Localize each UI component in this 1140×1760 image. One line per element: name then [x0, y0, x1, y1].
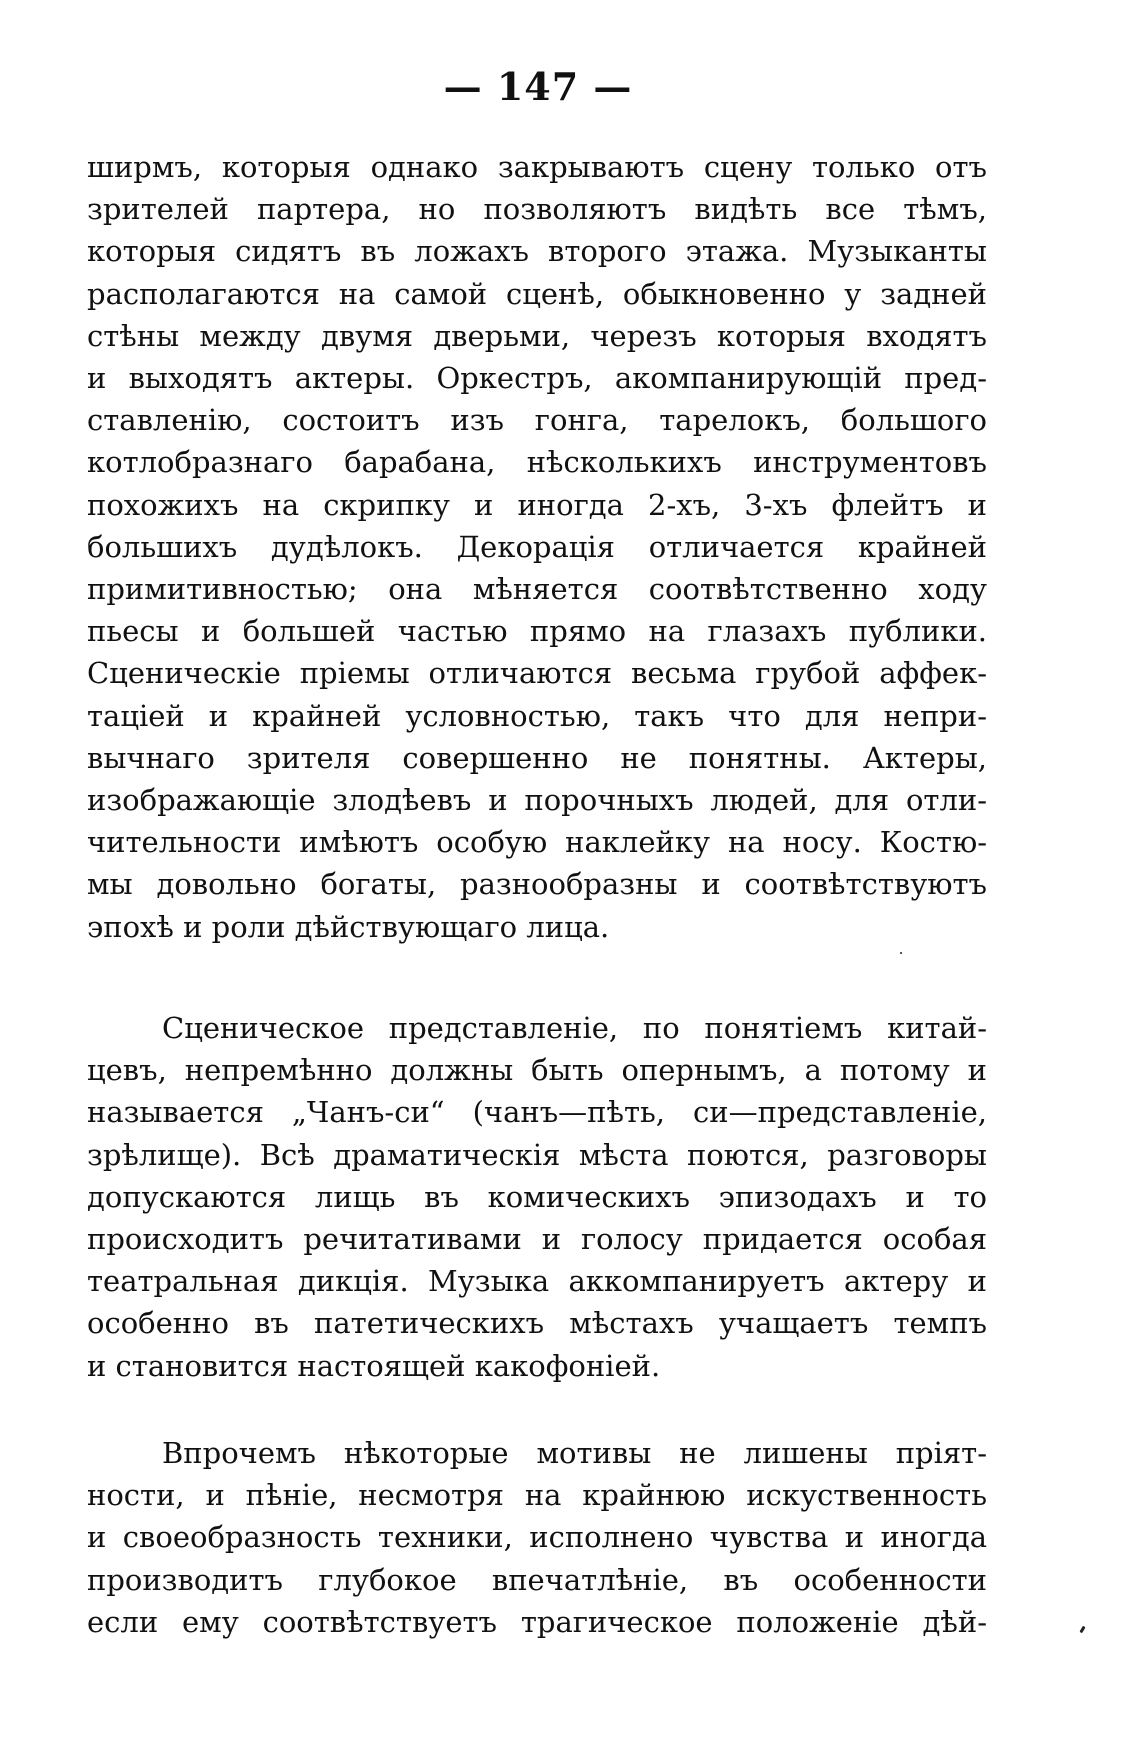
text-line: большихъ дудѣлокъ. Декорація отличается крайней	[87, 529, 987, 564]
paragraph-1	[87, 146, 987, 948]
text-line: изображающіе злодѣевъ и порочныхъ людей, для отли-	[87, 783, 987, 818]
text-line: допускаются лищь въ комическихъ эпизодахъ и то	[87, 1179, 987, 1214]
text-line: Впрочемъ нѣкоторые мотивы не лишены пріят-	[162, 1436, 987, 1470]
text-line: ставленію, состоитъ изъ гонга, тарелокъ, большого	[87, 403, 987, 438]
text-line: зрѣлище). Всѣ драматическія мѣста поются, разговоры	[87, 1137, 987, 1172]
paragraph-2	[87, 1007, 987, 1387]
text-line: цевъ, непремѣнно должны быть опернымъ, а потому и	[87, 1053, 987, 1088]
text-line: если ему соотвѣтствуетъ трагическое положеніе дѣй-	[87, 1604, 987, 1639]
text-line: называется „Чанъ-си“ (чанъ—пѣть, си—представленіе,	[87, 1095, 987, 1130]
text-line: театральная дикція. Музыка аккомпанируетъ актеру и	[87, 1264, 987, 1299]
paragraph-3	[87, 1432, 987, 1643]
text-line: располагаются на самой сценѣ, обыкновенно у задней	[87, 276, 987, 311]
text-line: зрителей партера, но позволяютъ видѣть все тѣмъ,	[87, 192, 987, 227]
text-line: Сценическіе пріемы отличаются весьма грубой аффек-	[87, 656, 987, 691]
text-line: чительности имѣютъ особую наклейку на носу. Костю-	[87, 825, 987, 860]
text-line: котлобразнаго барабана, нѣсколькихъ инструментовъ	[87, 445, 987, 480]
text-line: мы довольно богаты, разнообразны и соотвѣтствуютъ	[87, 867, 987, 902]
page-number: — 147 —	[443, 64, 633, 109]
text-line: особенно въ патетическихъ мѣстахъ учащаетъ темпъ	[87, 1306, 987, 1341]
ink-speck	[1079, 1626, 1085, 1634]
text-line: стѣны между двумя дверьми, черезъ которыя входятъ	[87, 318, 987, 353]
text-line: происходитъ речитативами и голосу придается особая	[87, 1222, 987, 1257]
text-line: и становится настоящей какофоніей.	[87, 1348, 661, 1383]
text-line: производитъ глубокое впечатлѣніе, въ особенности	[87, 1562, 987, 1597]
text-line: Сценическое представленіе, по понятіемъ китай-	[162, 1011, 987, 1045]
ink-speck	[900, 952, 902, 954]
text-line: ности, и пѣніе, несмотря на крайнюю искуственность	[87, 1478, 987, 1513]
text-line: примитивностью; она мѣняется соотвѣтственно ходу	[87, 572, 987, 607]
text-line: похожихъ на скрипку и иногда 2-хъ, 3-хъ флейтъ и	[87, 487, 987, 522]
text-line: и выходятъ актеры. Оркестръ, акомпанирующій пред-	[87, 361, 987, 396]
text-line: которыя сидятъ въ ложахъ второго этажа. Музыканты	[87, 234, 987, 269]
text-line: эпохѣ и роли дѣйствующаго лица.	[87, 909, 610, 944]
text-line: ширмъ, которыя однако закрываютъ сцену только отъ	[87, 150, 987, 184]
text-line: и своеобразность техники, исполнено чувства и иногда	[87, 1520, 987, 1555]
text-line: таціей и крайней условностью, такъ что для непри-	[87, 698, 987, 733]
text-line: пьесы и большей частью прямо на глазахъ публики.	[87, 614, 987, 649]
text-line: вычнаго зрителя совершенно не понятны. Актеры,	[87, 740, 987, 775]
